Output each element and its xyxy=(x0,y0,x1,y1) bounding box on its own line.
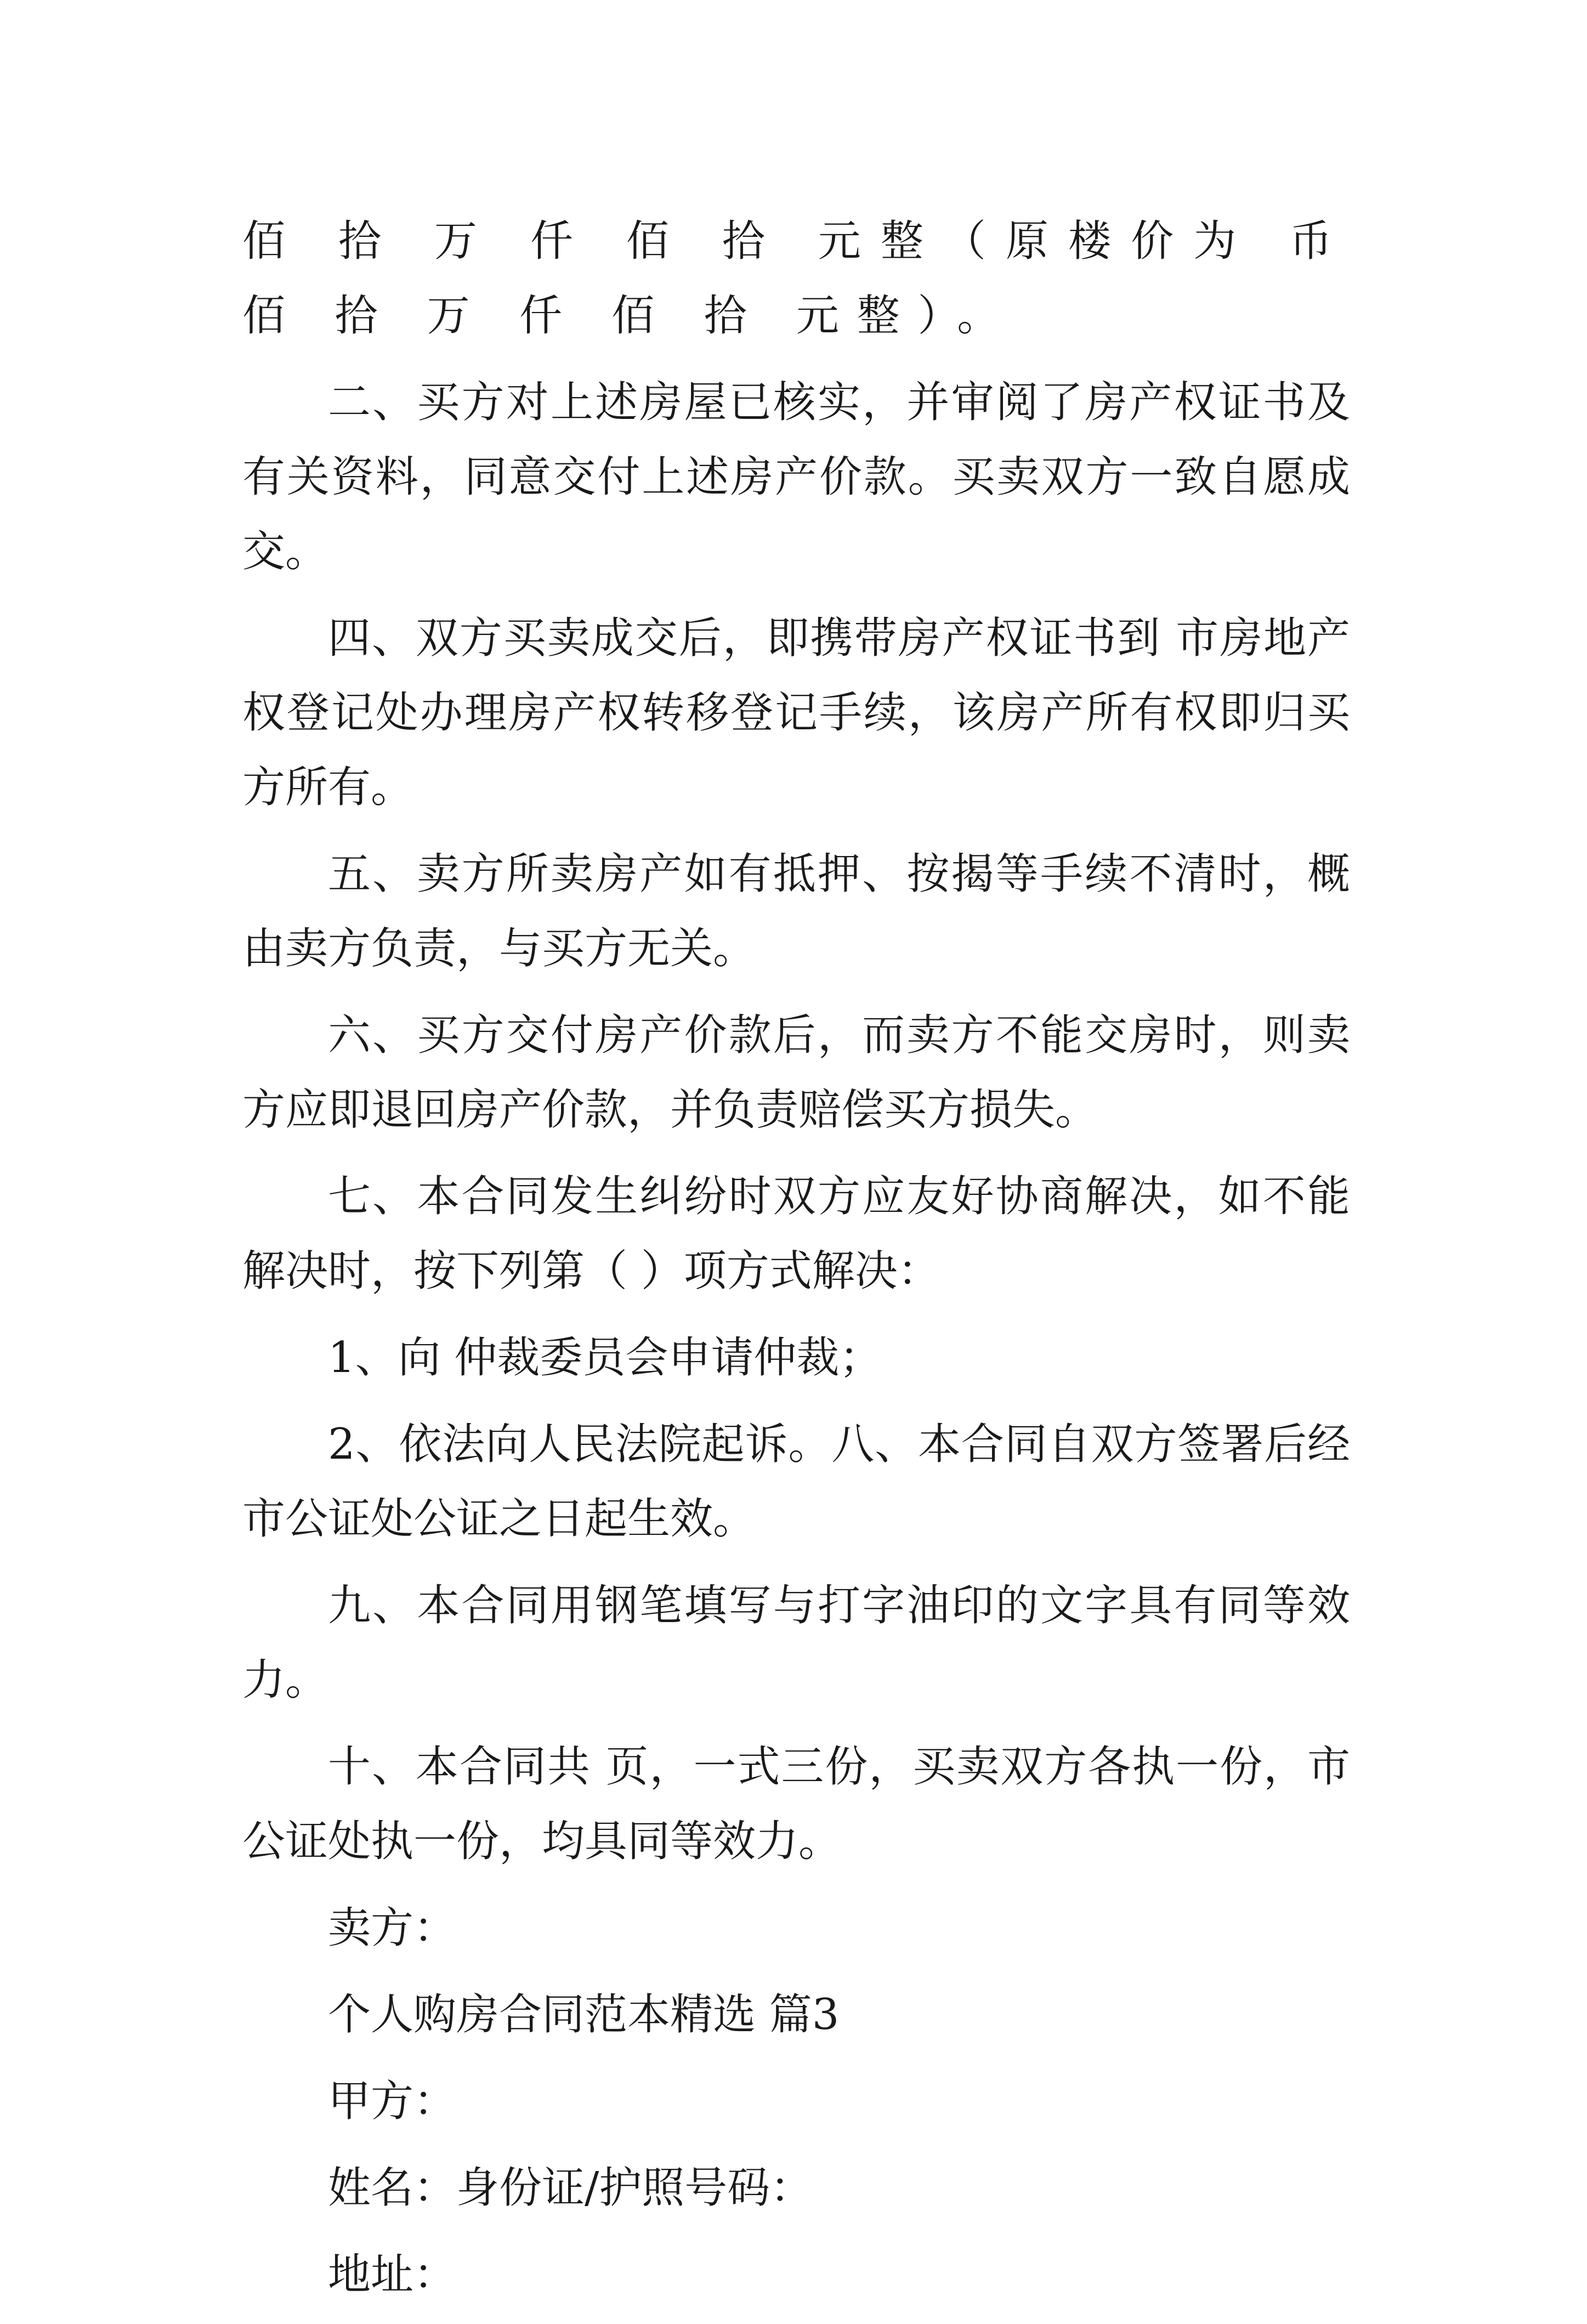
document-body xyxy=(242,204,1350,2324)
section-title: 个人购房合同范本精选 篇3 xyxy=(328,1990,840,2039)
clause-9-paragraph: 九、本合同用钢笔填写与打字油印的文字具有同等效力。 xyxy=(242,1581,1350,1705)
address-label: 地址： xyxy=(328,2250,457,2299)
price-amount-paragraph: 佰 拾 万 仟 佰 拾 元整（原楼价为 币 佰 拾 万 仟 佰 拾 元整）。 xyxy=(242,217,1350,341)
option-1-paragraph: 1、向 仲裁委员会申请仲裁； xyxy=(328,1333,882,1382)
name-id-label: 姓名：身份证/护照号码： xyxy=(328,2163,813,2213)
party-a-label: 甲方： xyxy=(328,2077,457,2126)
clause-4-paragraph: 四、双方买卖成交后，即携带房产权证书到 市房地产权登记处办理房产权转移登记手续，该房产所有权即归买方所有。 xyxy=(242,614,1350,812)
clause-5-paragraph: 五、卖方所卖房产如有抵押、按揭等手续不清时，概由卖方负责，与买方无关。 xyxy=(242,849,1350,973)
clause-6-paragraph: 六、买方交付房产价款后，而卖方不能交房时，则卖方应即退回房产价款，并负责赔偿买方损失。 xyxy=(242,1011,1350,1135)
clause-7-paragraph: 七、本合同发生纠纷时双方应友好协商解决，如不能解决时，按下列第（ ）项方式解决： xyxy=(242,1172,1350,1296)
clause-2-paragraph: 二、买方对上述房屋已核实，并审阅了房产权证书及有关资料，同意交付上述房产价款。买卖双方一致自愿成交。 xyxy=(242,378,1350,576)
seller-signature-label: 卖方： xyxy=(328,1903,457,1953)
option-2-paragraph: 2、依法向人民法院起诉。八、本合同自双方签署后经 市公证处公证之日起生效。 xyxy=(242,1420,1350,1544)
clause-10-paragraph: 十、本合同共 页，一式三份，买卖双方各执一份，市公证处执一份，均具同等效力。 xyxy=(242,1742,1350,1866)
